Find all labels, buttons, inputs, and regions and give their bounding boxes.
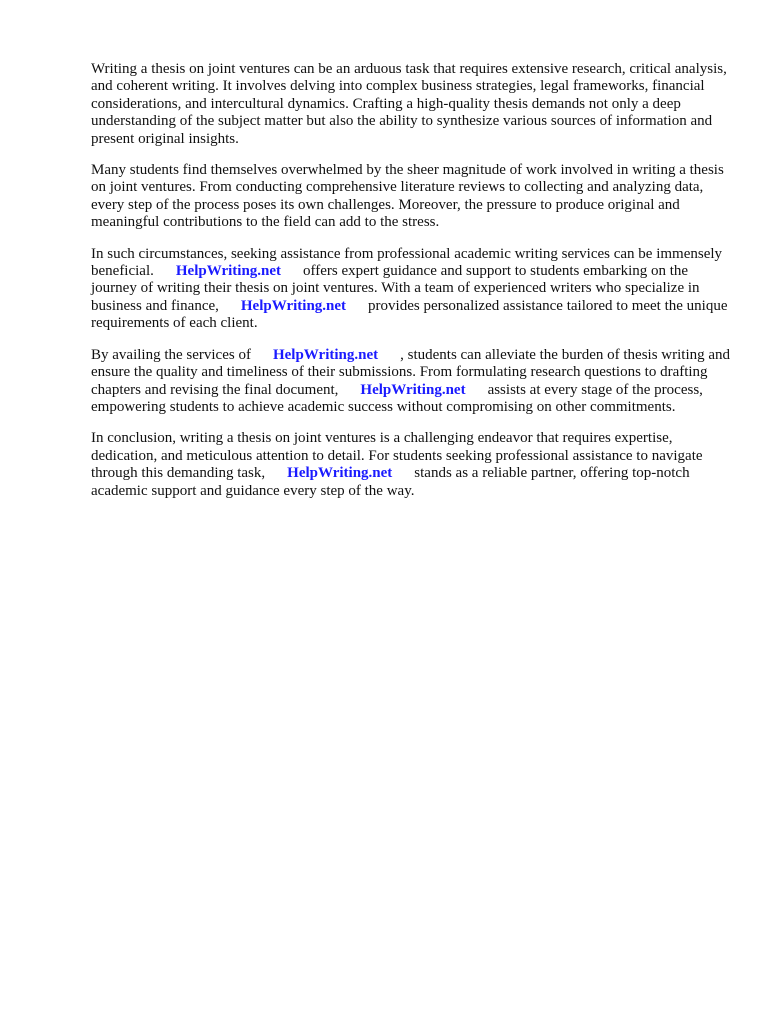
paragraph-conclusion [91,430,731,500]
paragraph-intro [91,61,731,148]
paragraph-challenges-text: Many students find themselves overwhelmed by the sheer magnitude of work involved in writing a thesis on joint ventures. From conducting comprehensive literature reviews to collecting and analyzing data, every step of the process poses its own challenges. Moreover, the pressure to produce original and meaningful contributions to the field can add to the stress. [91,162,724,231]
document-body [91,61,731,514]
helpwriting-link[interactable]: HelpWriting.net [272,346,379,363]
paragraph-benefits-text-a: By availing the services of [91,346,251,363]
paragraph-assistance [91,246,731,333]
helpwriting-link[interactable]: HelpWriting.net [287,465,393,482]
paragraph-conclusion-text-a: In conclusion, writing a thesis on joint ventures is a challenging endeavor that requires expertise, dedication, and meticulous attention to detail. For students seeking professional assistance to navigate through this demanding task, [91,430,703,482]
paragraph-benefits-text-b: , students can alleviate the burden of thesis writing and ensure the quality and timeliness of their submissions. From formulating research questions to drafting chapters and revising the final document, [91,346,731,398]
helpwriting-link[interactable]: HelpWriting.net [175,263,282,280]
helpwriting-link[interactable]: HelpWriting.net [240,297,347,314]
paragraph-intro-text: Writing a thesis on joint ventures can be an arduous task that requires extensive research, critical analysis, and coherent writing. It involves delving into complex business strategies, legal frameworks, financial considerations, and intercultural dynamics. Crafting a high-quality thesis demands not only a deep understanding of the subject matter but also the ability to synthesize various sources of information and present original insights. [91,61,727,147]
paragraph-challenges [91,162,731,232]
paragraph-conclusion-text-b: stands as a reliable partner, offering top-notch academic support and guidance every step of the way. [91,465,690,499]
paragraph-assistance-text-b: offers expert guidance and support to students embarking on the journey of writing their thesis on joint ventures. With a team of experienced writers who specialize in business and finance, [91,263,700,314]
paragraph-benefits [91,347,731,417]
paragraph-benefits-text-c: assists at every stage of the process, empowering students to achieve academic success without compromising on other commitments. [91,381,703,415]
paragraph-assistance-text-c: provides personalized assistance tailored to meet the unique requirements of each client. [91,297,728,332]
helpwriting-link[interactable]: HelpWriting.net [360,381,466,398]
paragraph-assistance-text-a: In such circumstances, seeking assistance from professional academic writing services can be immensely beneficial. [91,245,723,280]
